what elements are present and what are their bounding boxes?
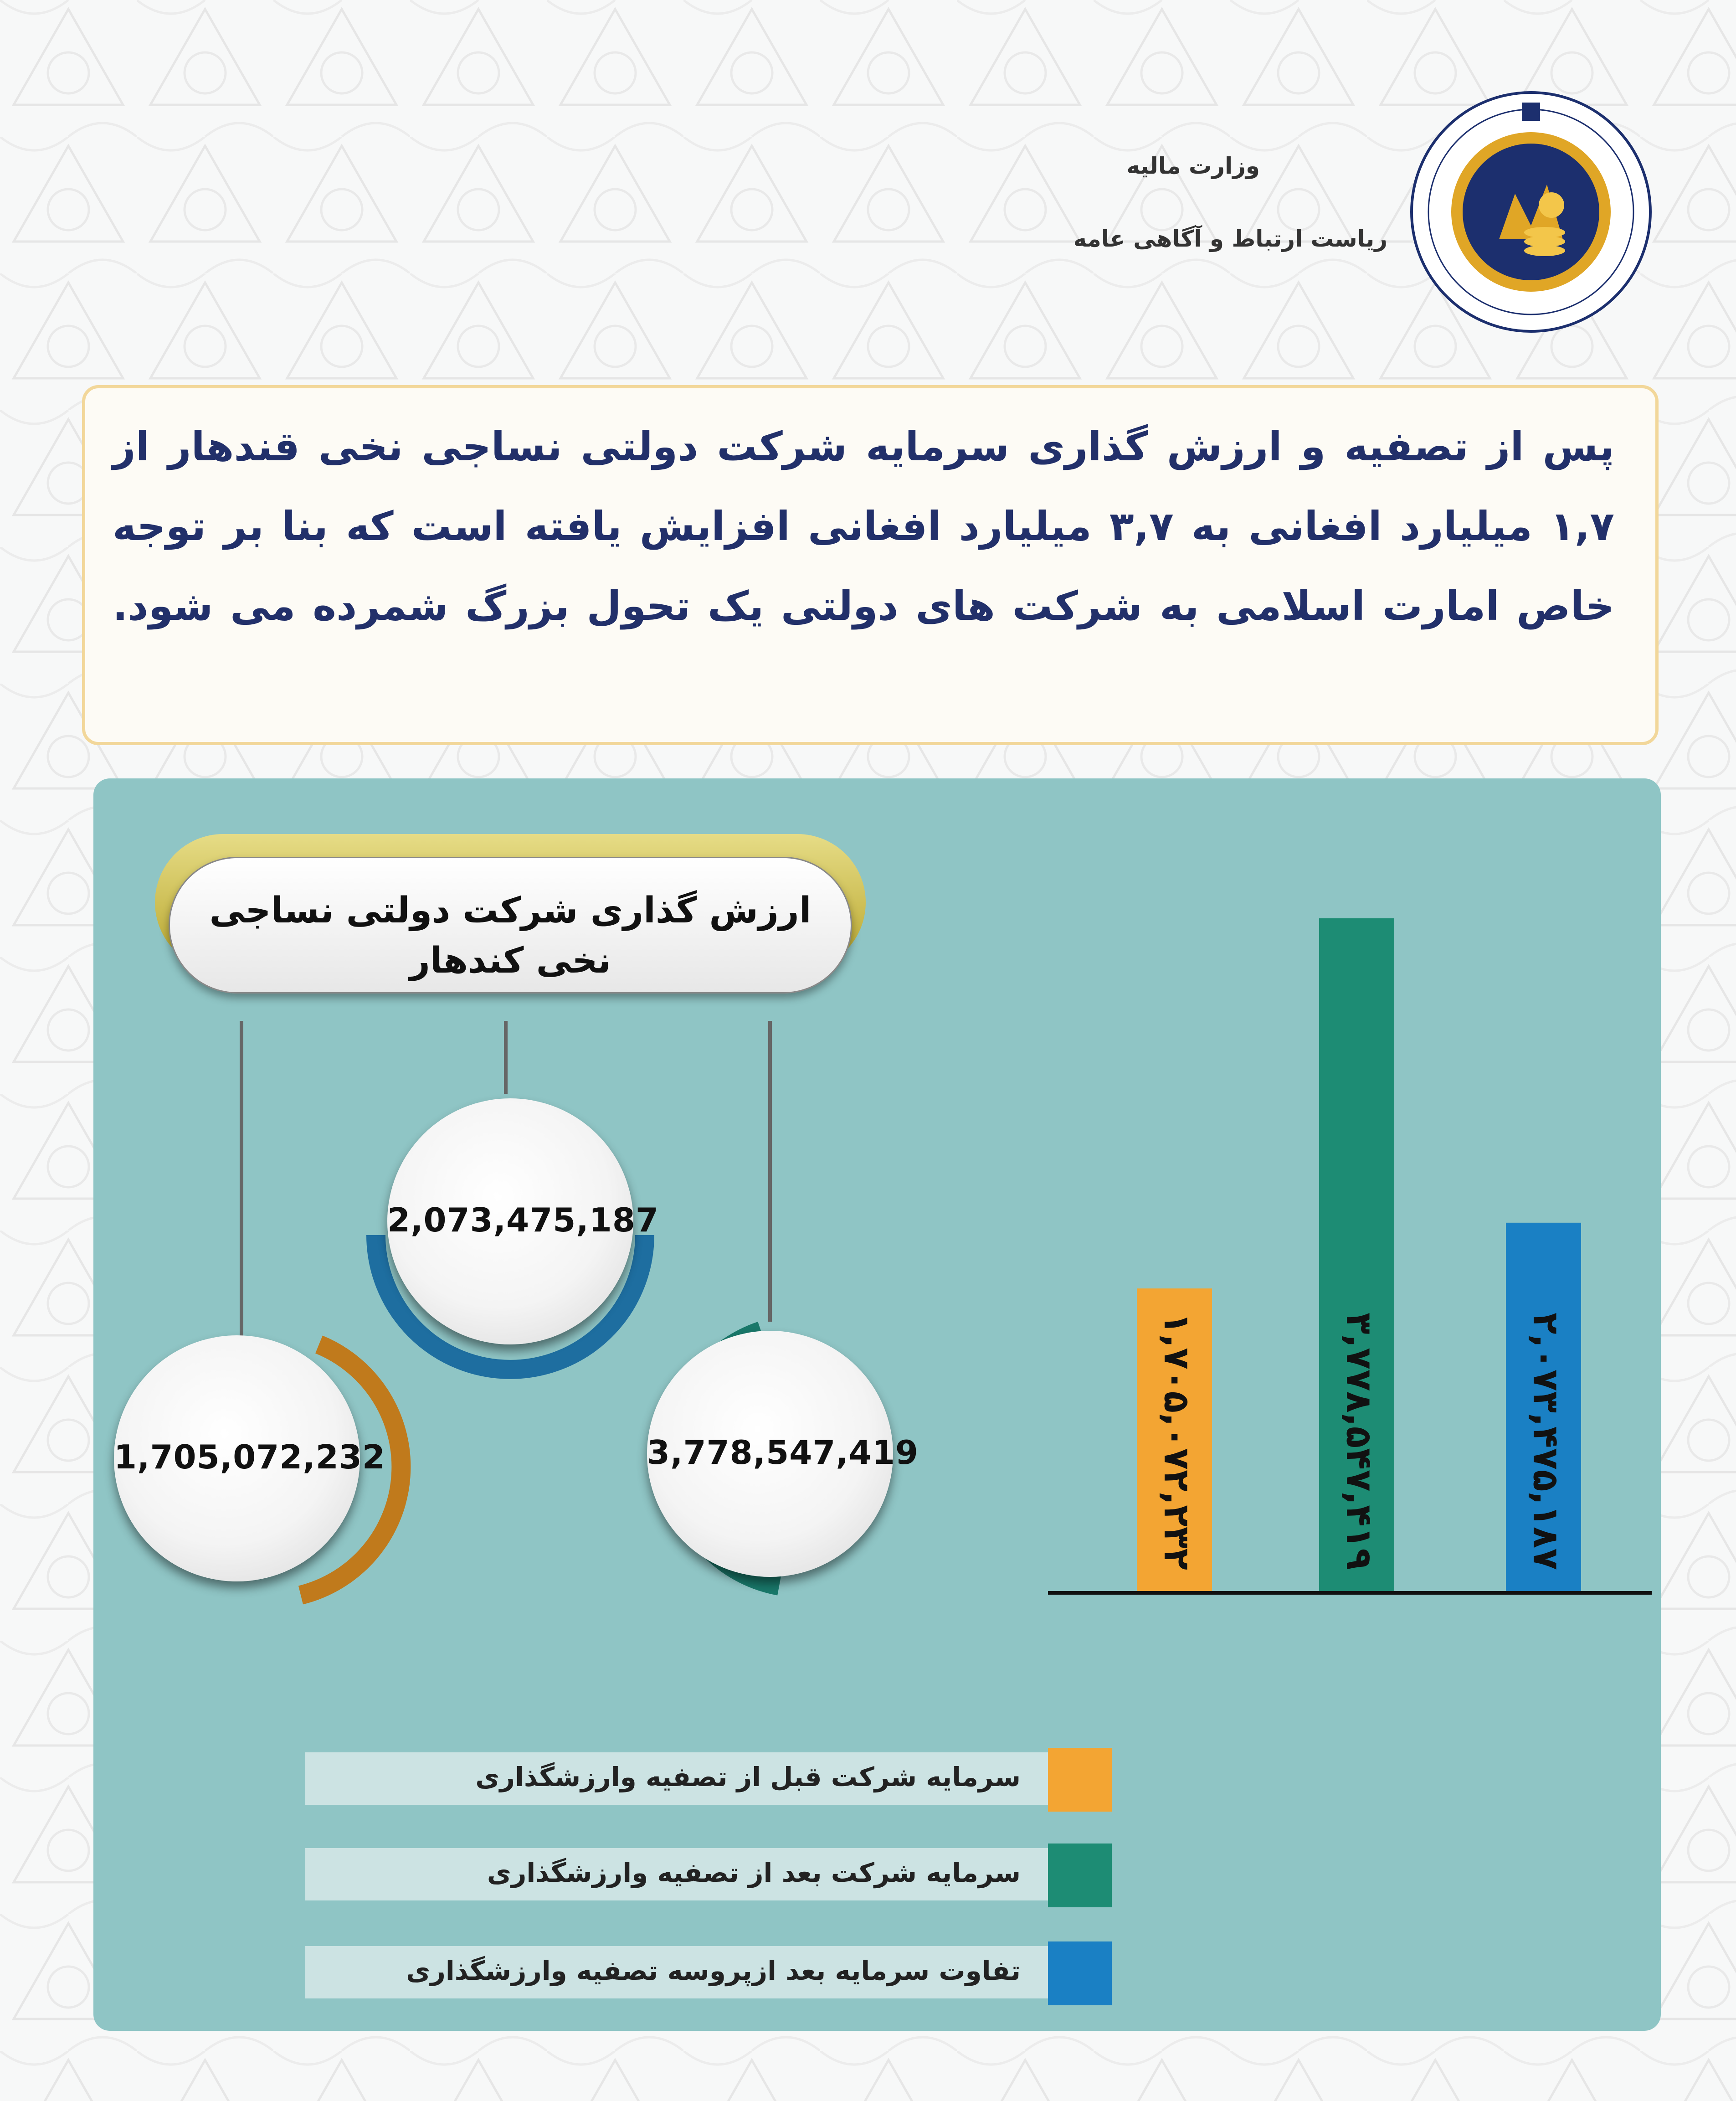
chart-title-capsule (155, 834, 866, 989)
department-name: ریاست ارتباط و آگاهی عامه (1073, 226, 1387, 252)
circle-value-before: 1,705,072,232 (114, 1438, 386, 1476)
bar-label-before: ۱,۷۰۵,۰۷۲,۲۳۲ (1156, 1313, 1197, 1570)
chart-title: ارزش گذاری شرکت دولتی نساجی نخی کندهار (209, 890, 812, 981)
legend-label-difference: تفاوت سرمایه بعد ازپروسه تصفیه وارزشگذاری (406, 1955, 1021, 1986)
legend-swatch-after (1048, 1844, 1112, 1907)
legend-label-before: سرمایه شرکت قبل از تصفیه وارزشگذاری (475, 1761, 1021, 1792)
bar-chart (1137, 918, 1581, 1593)
legend-swatch-difference (1048, 1941, 1112, 2005)
title-capsule-body (169, 857, 852, 994)
bar-label-after: ۳,۷۷۸,۵۴۷,۴۱۹ (1338, 1313, 1380, 1570)
circle-difference (387, 1098, 659, 1344)
circle-after (647, 1331, 919, 1577)
ministry-name: وزارت مالیه (1126, 153, 1260, 179)
bar-label-difference: ۲,۰۷۳,۴۷۵,۱۸۷ (1525, 1313, 1567, 1570)
legend-item-before (305, 1748, 1112, 1812)
circle-value-difference: 2,073,475,187 (387, 1201, 659, 1239)
legend-swatch-before (1048, 1748, 1112, 1812)
legend-item-after (305, 1844, 1112, 1907)
legend-item-difference (305, 1941, 1112, 2005)
legend-label-after: سرمایه شرکت بعد از تصفیه وارزشگذاری (487, 1857, 1021, 1888)
circle-before (114, 1335, 386, 1581)
intro-paragraph: پس از تصفیه و ارزش گذاری سرمایه شرکت دولتی نساجی نخی قندهار از ۱,۷ میلیارد افغانی به ۳,۷ میلیارد افغانی افزایش یافته است که بنا بر توجه خاص امارت اسلامی به شرکت های دولتی یک تحول بزرگ شمرده می شود. (113, 423, 1614, 629)
circle-value-after: 3,778,547,419 (647, 1433, 919, 1472)
